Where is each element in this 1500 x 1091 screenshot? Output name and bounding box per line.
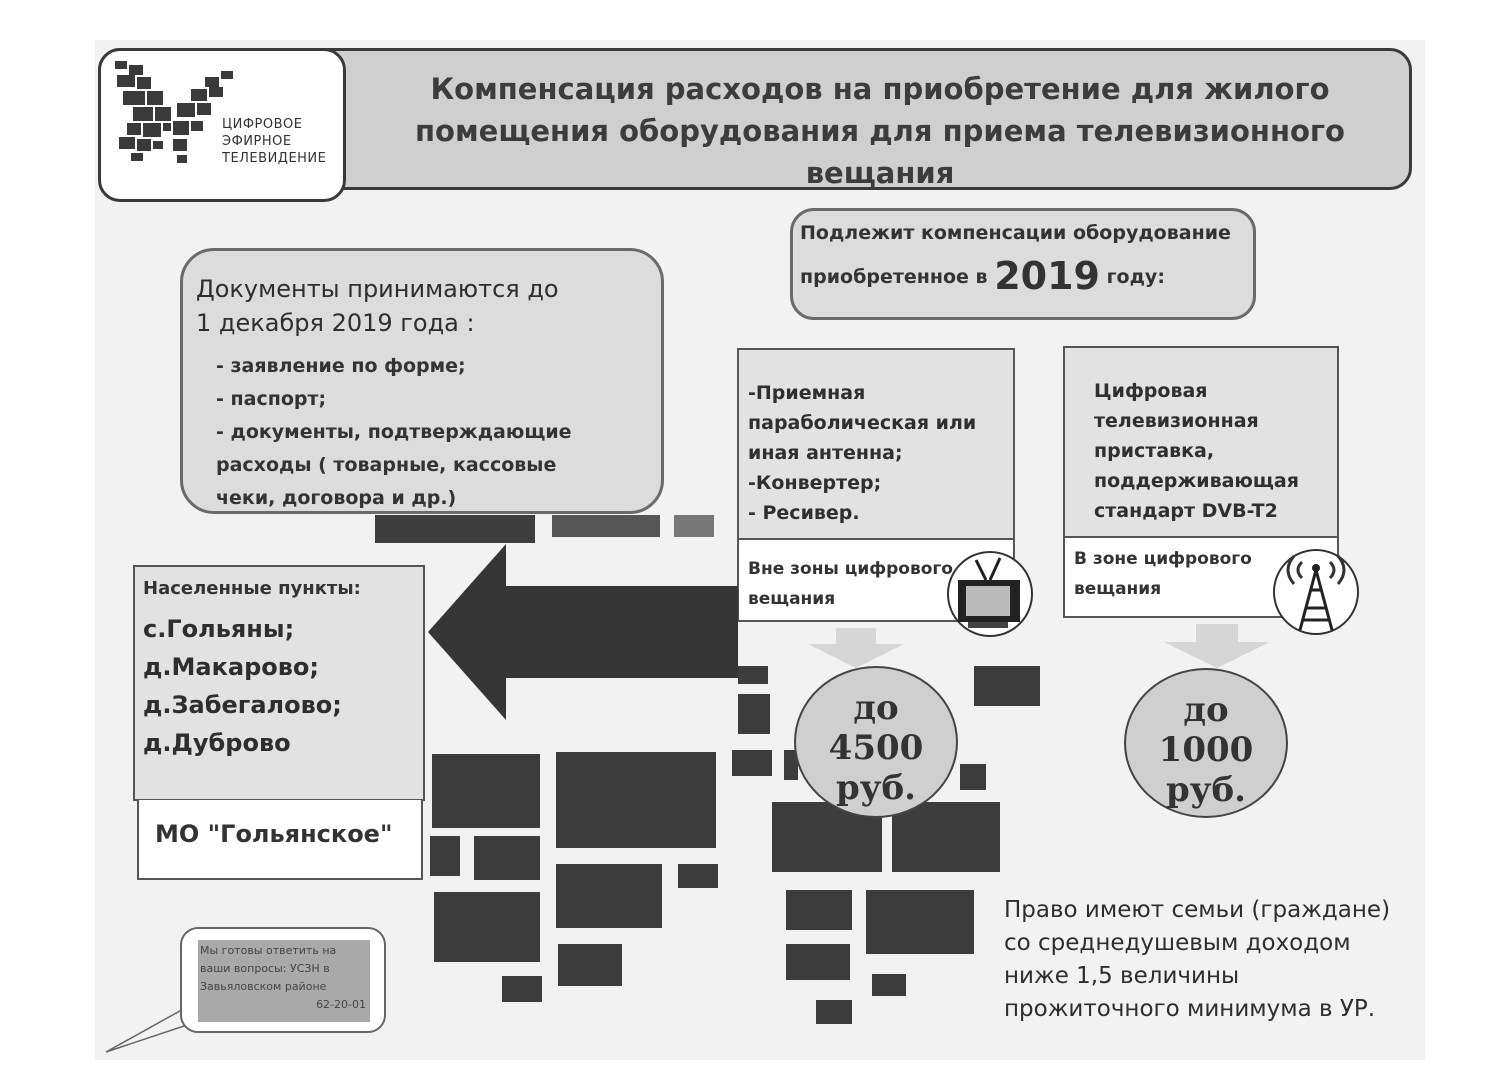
tv-icon (938, 550, 1042, 640)
list-item: д.Забегалово; (143, 691, 342, 719)
amount-circle-right: до 1000 руб. (1124, 668, 1288, 818)
left-arrow (428, 544, 740, 720)
list-item: расходы ( товарные, кассовые (216, 454, 557, 476)
settlements-heading: Населенные пункты: (143, 578, 361, 599)
eligibility-text: Право имеют семьи (граждане) со среднедушевым доходом ниже 1,5 величины прожиточного минимума в УР. (1004, 897, 1391, 1022)
list-item: - заявление по форме; (216, 355, 466, 377)
compensation-year: 2019 (994, 254, 1100, 298)
list-item: д.Макарово; (143, 653, 320, 681)
zone-label-right: В зоне цифрового вещания (1074, 549, 1252, 599)
equipment-list-left: -Приемная параболическая или иная антенна; -Конвертер; - Ресивер. (748, 382, 977, 524)
contact-text: Мы готовы ответить на ваши вопросы: УСЗН в Завьяловском районе 62-20-01 (200, 944, 366, 1011)
equipment-list-right: Цифровая телевизионная приставка, поддерживающая стандарт DVB-T2 (1094, 380, 1299, 522)
settlements-list (143, 610, 342, 762)
list-item: - паспорт; (216, 388, 327, 410)
municipality-label: МО "Гольянское" (155, 820, 393, 848)
zone-label-left: Вне зоны цифрового вещания (748, 559, 953, 609)
documents-list (216, 350, 636, 515)
page-title: Компенсация расходов на приобретение для жилого помещения оборудования для приема телевизионного вещания (415, 72, 1345, 190)
list-item: - документы, подтверждающие (216, 421, 572, 443)
logo-text: ЦИФРОВОЕ ЭФИРНОЕ ТЕЛЕВИДЕНИЕ (222, 117, 327, 166)
compensation-line1: Подлежит компенсации оборудование (800, 222, 1231, 244)
down-arrow-right (1162, 624, 1272, 668)
down-arrow-left (806, 628, 906, 668)
documents-heading: Документы принимаются до 1 декабря 2019 года : (196, 275, 559, 337)
list-item: д.Дуброво (143, 729, 291, 757)
list-item: чеки, договора и др.) (216, 487, 457, 509)
list-item: с.Гольяны; (143, 615, 295, 643)
compensation-line2: приобретенное в 2019 году: (800, 254, 1165, 298)
broadcast-tower-icon (1266, 548, 1366, 638)
amount-circle-left: до 4500 руб. (794, 666, 958, 818)
